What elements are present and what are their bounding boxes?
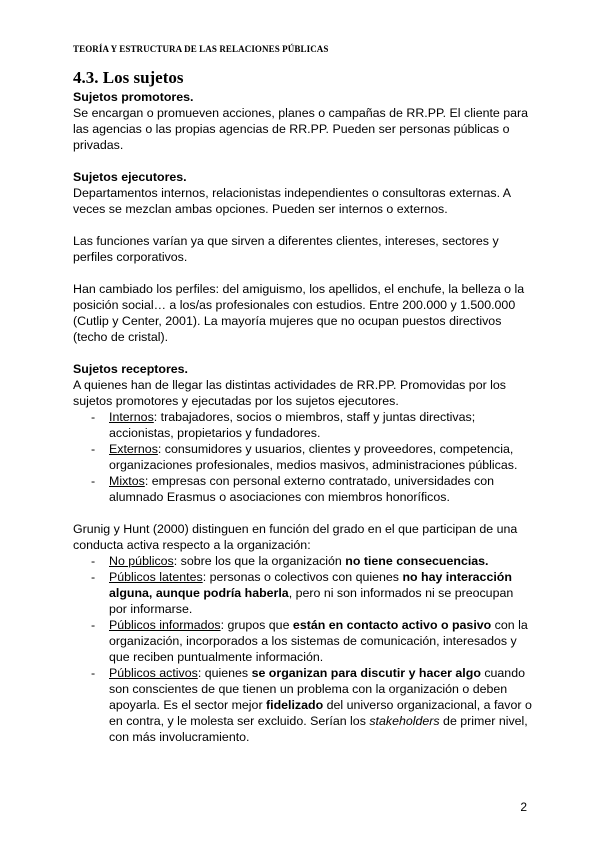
list-item-text: de primer nivel, con más involucramiento.	[109, 714, 528, 744]
list-item-text: : quienes	[197, 666, 252, 680]
body-content	[73, 89, 533, 745]
list-item-text: : trabajadores, socios o miembros, staff y juntas directivas; accionistas, propietarios y fundadores.	[109, 410, 476, 440]
list-item-term: No públicos	[109, 554, 174, 568]
list-item-latentes	[73, 569, 533, 617]
list-item-informados	[73, 617, 533, 665]
list-item-emphasis: están en contacto activo o pasivo	[292, 618, 492, 632]
receptores-paragraph: A quienes han de llegar las distintas actividades de RR.PP. Promovidas por los sujetos promotores y ejecutadas por los sujetos ejecutores.	[73, 378, 506, 408]
list-item-text: , pero ni son informados ni se preocupan por informarse.	[109, 586, 514, 616]
list-item-no-publicos	[73, 553, 533, 569]
list-item-term: Externos	[109, 442, 158, 456]
ejecutores-heading: Sujetos ejecutores.	[73, 170, 187, 184]
list-item-term: Públicos latentes	[109, 570, 203, 584]
list-item-text: : grupos que	[220, 618, 293, 632]
receptores-heading: Sujetos receptores.	[73, 362, 189, 376]
list-item-term: Internos	[109, 410, 154, 424]
list-item-text: : personas o colectivos con quienes	[202, 570, 403, 584]
list-item-activos	[73, 665, 533, 745]
list-item-text: : sobre los que la organización	[173, 554, 346, 568]
page-number: 2	[520, 800, 527, 814]
promotores-heading: Sujetos promotores.	[73, 90, 194, 104]
receptores-list	[73, 409, 533, 505]
promotores-paragraph: Se encargan o promueven acciones, planes o campañas de RR.PP. El cliente para las agencias o las propias agencias de RR.PP. Pueden ser personas públicas o privadas.	[73, 106, 529, 152]
ejecutores-paragraph: Departamentos internos, relacionistas independientes o consultoras externas. A veces se mezclan ambas opciones. Pueden ser internos o externos.	[73, 186, 511, 216]
list-item-italic: stakeholders	[369, 714, 440, 728]
list-item-emphasis: fidelizado	[266, 698, 324, 712]
publicos-list	[73, 553, 533, 745]
list-item-text: con la organización, incorporados a los sistemas de comunicación, interesados y que reciben puntualmente información.	[109, 618, 528, 664]
list-item-text: : empresas con personal externo contratado, universidades con alumnado Erasmus o asociaciones con miembros honoríficos.	[109, 474, 495, 504]
perfiles-paragraph: Han cambiado los perfiles: del amiguismo, los apellidos, el enchufe, la belleza o la posición social… a los/as profesionales con estudios. Entre 200.000 y 1.500.000 (Cutlip y Center, 2001). La mayoría mujeres que no ocupan puestos directivos (techo de cristal).	[73, 282, 525, 344]
list-item	[73, 473, 533, 505]
list-item-emphasis: se organizan para discutir y hacer algo	[251, 666, 481, 680]
list-item	[73, 441, 533, 473]
section-title: 4.3. Los sujetos	[73, 68, 184, 87]
funciones-paragraph: Las funciones varían ya que sirven a diferentes clientes, intereses, sectores y perfiles corporativos.	[73, 234, 499, 264]
list-item-text: cuando son conscientes de que tienen un problema con la organización o deben apoyarla. Es el sector mejor	[109, 666, 525, 712]
list-item-emphasis: no tiene consecuencias.	[345, 554, 489, 568]
list-item-emphasis: no hay interacción alguna, aunque podría haberla	[109, 570, 512, 600]
list-item-term: Mixtos	[109, 474, 145, 488]
list-item-term: Públicos activos	[109, 666, 198, 680]
grunig-paragraph: Grunig y Hunt (2000) distinguen en función del grado en el que participan de una conducta activa respecto a la organización:	[73, 522, 518, 552]
list-item	[73, 409, 533, 441]
list-item-term: Públicos informados	[109, 618, 221, 632]
list-item-text: : consumidores y usuarios, clientes y proveedores, competencia, organizaciones profesionales, medios masivos, administraciones públicas.	[109, 442, 518, 472]
list-item-text: del universo organizacional, a favor o en contra, y le molesta ser excluido. Serían los	[109, 698, 532, 728]
running-header: TEORÍA Y ESTRUCTURA DE LAS RELACIONES PÚBLICAS	[73, 44, 329, 54]
